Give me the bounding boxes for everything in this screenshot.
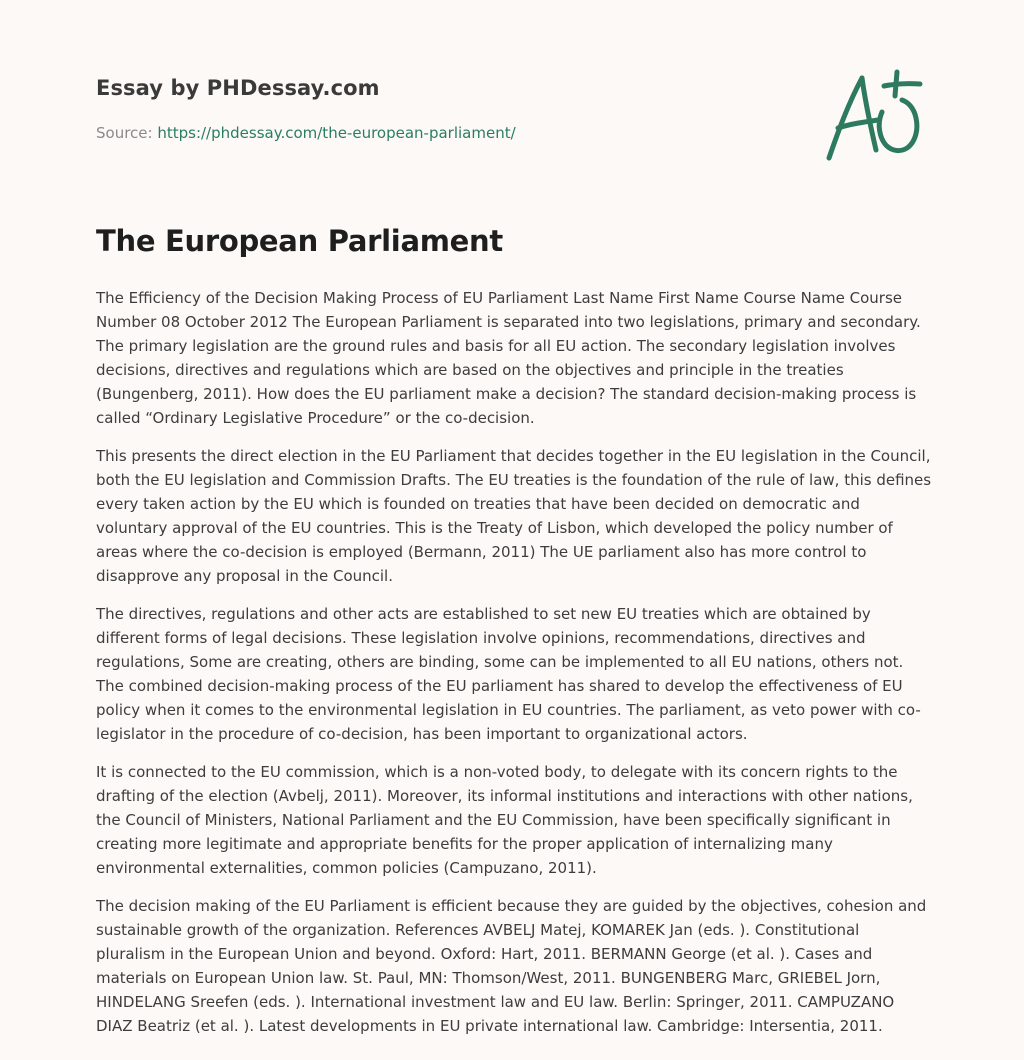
- source-link[interactable]: https://phdessay.com/the-european-parliament/: [157, 124, 516, 142]
- article-paragraph: The Efficiency of the Decision Making Process of EU Parliament Last Name First Name Course Name Course Number 08 October 2012 The European Parliament is separated into two legislations, primary and secondary. The primary legislation are the ground rules and basis for all EU action. The secondary legislation involves decisions, directives and regulations which are based on the objectives and principle in the treaties (Bungenberg, 2011). How does the EU parliament make a decision? The standard decision-making process is called “Ordinary Legislative Procedure” or the co-decision.: [96, 289, 921, 427]
- source-line: [96, 124, 516, 142]
- site-brand: Essay by PHDessay.com: [96, 76, 380, 100]
- source-label: Source:: [96, 124, 158, 142]
- a-plus-logo-icon: [820, 66, 930, 166]
- article-paragraph: The decision making of the EU Parliament is efficient because they are guided by the objectives, cohesion and sustainable growth of the organization. References AVBELJ Matej, KOMAREK Jan (eds. ). Constitutional pluralism in the European Union and beyond. Oxford: Hart, 2011. BERMANN George (et al. ). Cases and materials on European Union law. St. Paul, MN: Thomson/West, 2011. BUNGENBERG Marc, GRIEBEL Jorn, HINDELANG Sreefen (eds. ). International investment law and EU law. Berlin: Springer, 2011. CAMPUZANO DIAZ Beatriz (et al. ). Latest developments in EU private international law. Cambridge: Intersentia, 2011.: [96, 897, 927, 1035]
- article-paragraph: The directives, regulations and other acts are established to set new EU treaties which are obtained by different forms of legal decisions. These legislation involve opinions, recommendations, directives and regulations, Some are creating, others are binding, some can be implemented to all EU nations, others not. The combined decision-making process of the EU parliament has shared to develop the effectiveness of EU policy when it comes to the environmental legislation in EU countries. The parliament, as veto power with co-legislator in the procedure of co-decision, has been important to organizational actors.: [96, 605, 921, 743]
- article-title: The European Parliament: [96, 224, 503, 258]
- article-paragraph: This presents the direct election in the EU Parliament that decides together in the EU legislation in the Council, both the EU legislation and Commission Drafts. The EU treaties is the foundation of the rule of law, this defines every taken action by the EU which is founded on treaties that have been decided on democratic and voluntary approval of the EU countries. This is the Treaty of Lisbon, which developed the policy number of areas where the co-decision is employed (Bermann, 2011) The UE parliament also has more control to disapprove any proposal in the Council.: [96, 447, 932, 585]
- article-body: [96, 286, 932, 1052]
- article-paragraph: It is connected to the EU commission, which is a non-voted body, to delegate with its concern rights to the drafting of the election (Avbelj, 2011). Moreover, its informal institutions and interactions with other nations, the Council of Ministers, National Parliament and the EU Commission, have been specifically significant in creating more legitimate and appropriate benefits for the proper application of internalizing many environmental externalities, common policies (Campuzano, 2011).: [96, 763, 913, 877]
